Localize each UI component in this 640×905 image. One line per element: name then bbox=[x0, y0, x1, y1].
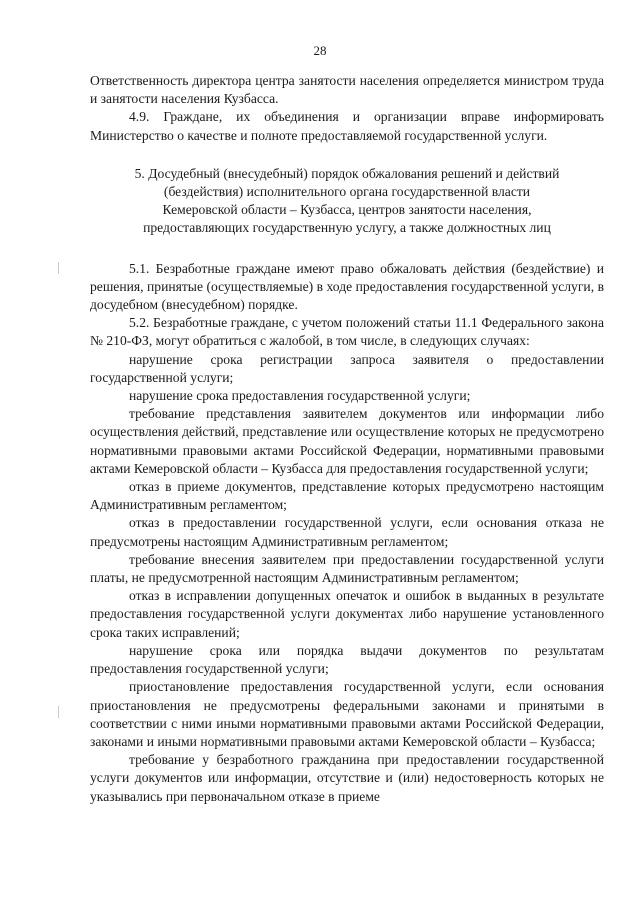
section-heading-line: (бездействия) исполнительного органа государственной власти bbox=[163, 184, 531, 200]
section-heading-line: предоставляющих государственную услугу, а также должностных лиц bbox=[143, 220, 551, 236]
list-item: требование внесения заявителем при предоставлении государственной услуги платы, не предусмотренной настоящим Административным регламентом; bbox=[90, 551, 604, 586]
paragraph: Ответственность директора центра занятости населения определяется министром труда и занятости населения Кузбасса. bbox=[90, 73, 604, 107]
list-item: требование у безработного гражданина при предоставлении государственной услуги документов или информации, отсутствие и (или) недостоверность которых не указывались при первоначальном отказе в приеме bbox=[90, 752, 604, 804]
paragraph: 5.1. Безработные граждане имеют право обжаловать действия (бездействие) и решения, принятые (осуществляемые) в ходе предоставления государственной услуги, в досудебном (внесудебном) порядке. bbox=[90, 260, 604, 313]
section-heading-line: Кемеровской области – Кузбасса, центров занятости населения, bbox=[162, 202, 532, 218]
section-heading bbox=[90, 165, 604, 238]
paragraph: 4.9. Граждане, их объединения и организации вправе информировать Министерство о качестве и полноте предоставляемой государственной услуги. bbox=[90, 109, 604, 143]
list-item: требование представления заявителем документов или информации либо осуществления действий, представление или осуществление которых не предусмотрено нормативными правовыми актами Российской Федерации, нормативными правовыми актами Кемеровской области – Кузбасса для предоставления государственной услуги; bbox=[90, 406, 604, 476]
margin-mark bbox=[58, 262, 59, 274]
list-item: отказ в приеме документов, представление которых предусмотрено настоящим Административным регламентом; bbox=[90, 479, 604, 513]
margin-mark bbox=[58, 706, 59, 718]
page-number: 28 bbox=[313, 43, 327, 58]
list-item: приостановление предоставления государственной услуги, если основания приостановления не предусмотрены федеральными законами и принятыми в соответствии с ними иными нормативными правовыми актами Российской Федерации, законами и иными нормативными правовыми актами Кемеровской области – Кузбасса; bbox=[90, 679, 604, 749]
list-item: нарушение срока или порядка выдачи документов по результатам предоставления государственной услуги; bbox=[90, 642, 604, 677]
paragraph: 5.2. Безработные граждане, с учетом положений статьи 11.1 Федерального закона № 210-ФЗ, могут обратиться с жалобой, в том числе, в следующих случаях: bbox=[90, 315, 604, 349]
list-item: нарушение срока предоставления государственной услуги; bbox=[129, 388, 471, 404]
section-heading-line: 5. Досудебный (внесудебный) порядок обжалования решений и действий bbox=[134, 165, 560, 181]
list-item: нарушение срока регистрации запроса заявителя о предоставлении государственной услуги; bbox=[90, 351, 604, 385]
list-item: отказ в предоставлении государственной услуги, если основания отказа не предусмотрены настоящим Административным регламентом; bbox=[90, 515, 604, 549]
list-item: отказ в исправлении допущенных опечаток и ошибок в выданных в результате предоставления государственной услуги документах либо нарушение установленного срока таких исправлений; bbox=[90, 588, 604, 640]
document-body bbox=[90, 72, 604, 806]
